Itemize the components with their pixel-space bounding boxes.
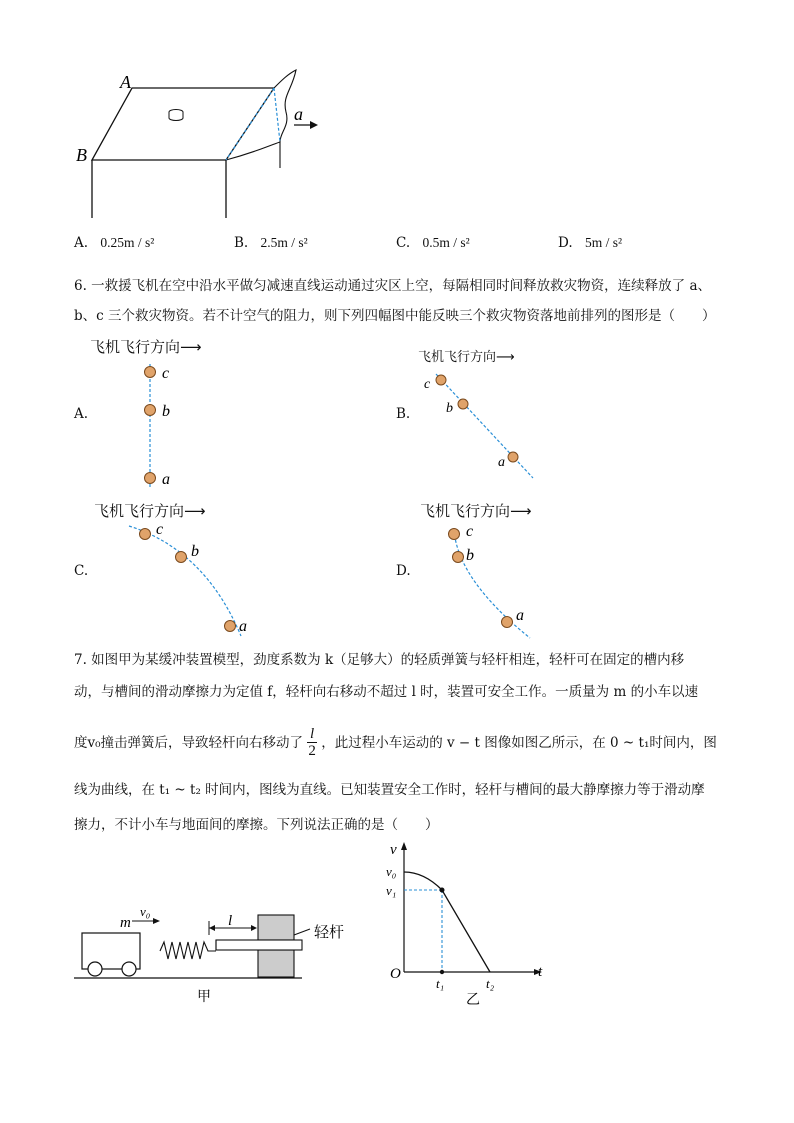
q7-line-3b: ，此过程小车运动的 v − t 图像如图乙所示，在 0 ~ t₁时间内，图 <box>321 734 717 751</box>
q6-b-label-a: a <box>498 455 505 470</box>
point-t1-v1 <box>440 888 445 893</box>
q5-option-a[interactable] <box>74 233 154 253</box>
q5-option-b-letter: B. <box>234 235 249 251</box>
q6-a-ball-b <box>145 405 156 416</box>
q6-figure-c <box>125 520 255 640</box>
q6-d-ball-c <box>449 529 460 540</box>
q6-b-label-c: c <box>424 377 431 392</box>
q6-figure-d <box>440 520 540 642</box>
q6-a-label-b: b <box>162 403 170 420</box>
label-v0-axis: v₀ <box>386 864 397 879</box>
caption-yi: 乙 <box>466 992 480 1008</box>
right-arrow-icon: ⟶ <box>184 502 206 520</box>
label-v1-axis: v₁ <box>386 883 397 898</box>
right-arrow-icon: ⟶ <box>496 350 515 365</box>
label-t1: t₁ <box>436 976 445 991</box>
label-t: t <box>538 964 543 980</box>
q6-option-d-letter[interactable]: D. <box>396 563 411 579</box>
q5-figure <box>60 60 340 225</box>
q7-figure-jia <box>70 895 370 1005</box>
label-l: l <box>228 913 233 929</box>
q6-option-b-letter[interactable]: B. <box>396 406 411 422</box>
q6-a-direction <box>90 336 202 357</box>
q6-c-direction-text: 飞机飞行方向 <box>94 502 185 520</box>
q5-option-d[interactable] <box>558 233 622 253</box>
q6-a-direction-text: 飞机飞行方向 <box>90 338 181 356</box>
q7-line-1: 7. 如图甲为某缓冲装置模型，劲度系数为 k（足够大）的轻质弹簧与轻杆相连，轻杆可在固定的槽内移 <box>74 652 685 668</box>
q5-option-c-letter: C. <box>396 235 411 251</box>
q7-fraction <box>307 726 317 759</box>
q6-d-label-b: b <box>466 547 474 564</box>
slot-block-top <box>258 915 294 940</box>
q6-b-ball-b <box>458 399 468 409</box>
q6-option-c-letter[interactable]: C. <box>74 563 89 579</box>
q6-c-direction <box>94 500 206 521</box>
vt-curve <box>404 872 490 972</box>
cart-wheel-right <box>122 962 136 976</box>
q6-a-ball-a <box>145 473 156 484</box>
label-rod: 轻杆 <box>314 923 345 941</box>
q7-line-3 <box>74 726 717 759</box>
q7-line-3a: 度v₀撞击弹簧后，导致轻杆向右移动了 <box>74 734 304 751</box>
q6-d-ball-b <box>453 552 464 563</box>
cart-wheel-left <box>88 962 102 976</box>
q5-option-d-letter: D. <box>558 235 573 251</box>
q5-option-a-letter: A. <box>74 235 89 251</box>
q6-figure-b <box>418 368 538 483</box>
q7-fraction-num: l <box>307 726 317 743</box>
q5-option-b-value: 2.5m / s² <box>260 235 308 250</box>
q6-a-ball-c <box>145 367 156 378</box>
q6-d-label-c: c <box>466 523 474 540</box>
q5-label-B: B <box>76 145 87 165</box>
q6-d-label-a: a <box>516 607 524 624</box>
spring <box>160 942 216 959</box>
q6-a-label-a: a <box>162 471 170 488</box>
label-t2: t₂ <box>486 976 495 991</box>
q7-line-2: 动，与槽间的滑动摩擦力为定值 f，轻杆向右移动不超过 l 时，装置可安全工作。一质量为 m 的小车以速 <box>74 684 699 700</box>
point-t1 <box>440 970 444 974</box>
q6-line-2: b、c 三个救灾物资。若不计空气的阻力，则下列四幅图中能反映三个救灾物资落地前排列的图形是（ ） <box>74 308 716 324</box>
q5-option-d-value: 5m / s² <box>584 235 622 250</box>
q6-figure-a <box>130 360 200 490</box>
q6-b-ball-a <box>508 452 518 462</box>
q6-a-label-c: c <box>162 365 170 382</box>
q5-label-A: A <box>120 72 131 92</box>
q7-line-5: 擦力，不计小车与地面间的摩擦。下列说法正确的是（ ） <box>74 817 439 833</box>
q6-c-label-b: b <box>191 543 199 560</box>
q6-line-1: 6. 一救援飞机在空中沿水平做匀减速直线运动通过灾区上空，每隔相同时间释放救灾物资，连续释放了 a、 <box>74 278 712 294</box>
q5-option-a-value: 0.25m / s² <box>100 235 155 250</box>
q6-d-direction <box>420 500 532 521</box>
q7-figure-yi <box>380 838 560 1008</box>
q7-fraction-den: 2 <box>308 743 316 759</box>
q6-b-direction-text: 飞机飞行方向 <box>418 350 497 365</box>
q5-label-a: a <box>294 104 303 124</box>
q6-b-ball-c <box>436 375 446 385</box>
right-arrow-icon: ⟶ <box>510 502 532 520</box>
q6-d-ball-a <box>502 617 513 628</box>
q6-c-label-c: c <box>156 521 164 538</box>
q6-c-ball-a <box>225 621 236 632</box>
q6-d-direction-text: 飞机飞行方向 <box>420 502 511 520</box>
right-arrow-icon: ⟶ <box>180 338 202 356</box>
q7-line-4: 线为曲线，在 t₁ ~ t₂ 时间内，图线为直线。已知装置安全工作时，轻杆与槽间的最大静摩擦力等于滑动摩 <box>74 782 705 798</box>
q6-b-label-b: b <box>446 401 453 416</box>
caption-jia: 甲 <box>197 989 211 1005</box>
q6-c-label-a: a <box>239 618 247 635</box>
light-rod <box>216 940 302 950</box>
q5-option-c[interactable] <box>396 233 470 253</box>
q5-option-b[interactable] <box>234 233 308 253</box>
label-v: v <box>390 842 397 858</box>
label-v0: v₀ <box>140 904 151 919</box>
label-m: m <box>120 915 131 931</box>
label-origin: O <box>390 966 401 982</box>
q6-option-a-letter[interactable]: A. <box>74 406 89 422</box>
slot-block-bottom <box>258 950 294 977</box>
q6-c-ball-c <box>140 529 151 540</box>
q6-c-ball-b <box>176 552 187 563</box>
q5-option-c-value: 0.5m / s² <box>422 235 470 250</box>
q6-b-direction <box>418 346 515 365</box>
